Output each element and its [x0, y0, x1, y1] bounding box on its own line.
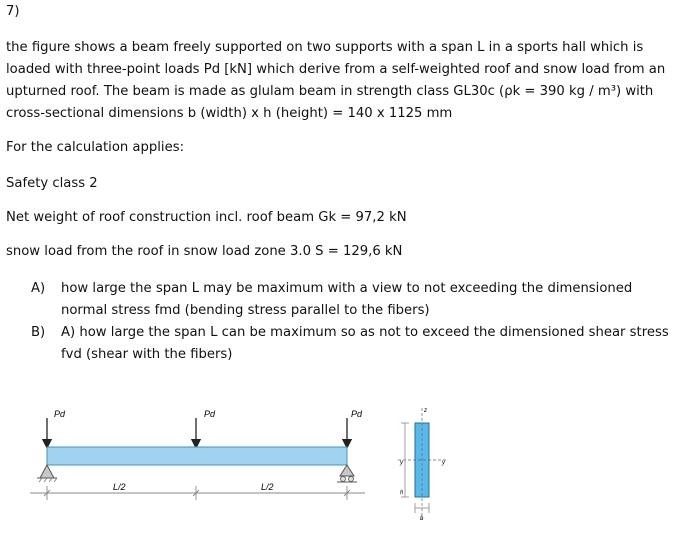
- question-line: how large the span L may be maximum with a view to not exceeding the dimensioned: [61, 281, 633, 296]
- intro-paragraph: [6, 37, 665, 125]
- load-label-right: Pd: [351, 409, 363, 419]
- question-line: normal stress fmd (bending stress parallel to the fibers): [61, 303, 430, 318]
- intro-line: loaded with three-point loads Pd [kN] which derive from a self-weighted roof and snow load from an: [6, 62, 666, 77]
- half-span-right: L/2: [261, 482, 274, 492]
- support-pinned: [37, 465, 57, 482]
- question-label: A): [31, 281, 46, 296]
- axis-y-label-right: y: [442, 460, 445, 466]
- snow-load: snow load from the roof in snow load zone 3.0 S = 129,6 kN: [6, 244, 403, 259]
- load-label-middle: Pd: [204, 409, 216, 419]
- half-span-left: L/2: [113, 482, 126, 492]
- load-label-left: Pd: [54, 409, 66, 419]
- intro-line: the figure shows a beam freely supported on two supports with a span L in a sports hall which is: [6, 40, 644, 55]
- section-height-label: h: [400, 490, 404, 496]
- intro-line: cross-sectional dimensions b (width) x h (height) = 140 x 1125 mm: [6, 106, 453, 121]
- net-weight: Net weight of roof construction incl. roof beam Gk = 97,2 kN: [6, 210, 407, 225]
- cross-section: [398, 408, 446, 520]
- problem-number: 7): [6, 4, 20, 19]
- intro-line: upturned roof. The beam is made as glulam beam in strength class GL30c (ρk = 390 kg / m³) with: [6, 84, 654, 99]
- axis-z-label: z: [424, 408, 427, 414]
- safety-class: Safety class 2: [6, 176, 98, 191]
- question-label: B): [31, 325, 46, 340]
- question-line: fvd (shear with the fibers): [61, 347, 233, 362]
- question-line: A) how large the span L can be maximum so as not to exceed the dimensioned shear stress: [61, 325, 669, 340]
- beam-figure: [0, 395, 699, 538]
- beam: [47, 447, 347, 465]
- section-width-label: b: [420, 516, 424, 522]
- span-dimension: [30, 486, 365, 500]
- support-roller: [337, 465, 357, 482]
- axis-y-label-left: y: [400, 460, 403, 466]
- calc-heading: For the calculation applies:: [6, 140, 185, 155]
